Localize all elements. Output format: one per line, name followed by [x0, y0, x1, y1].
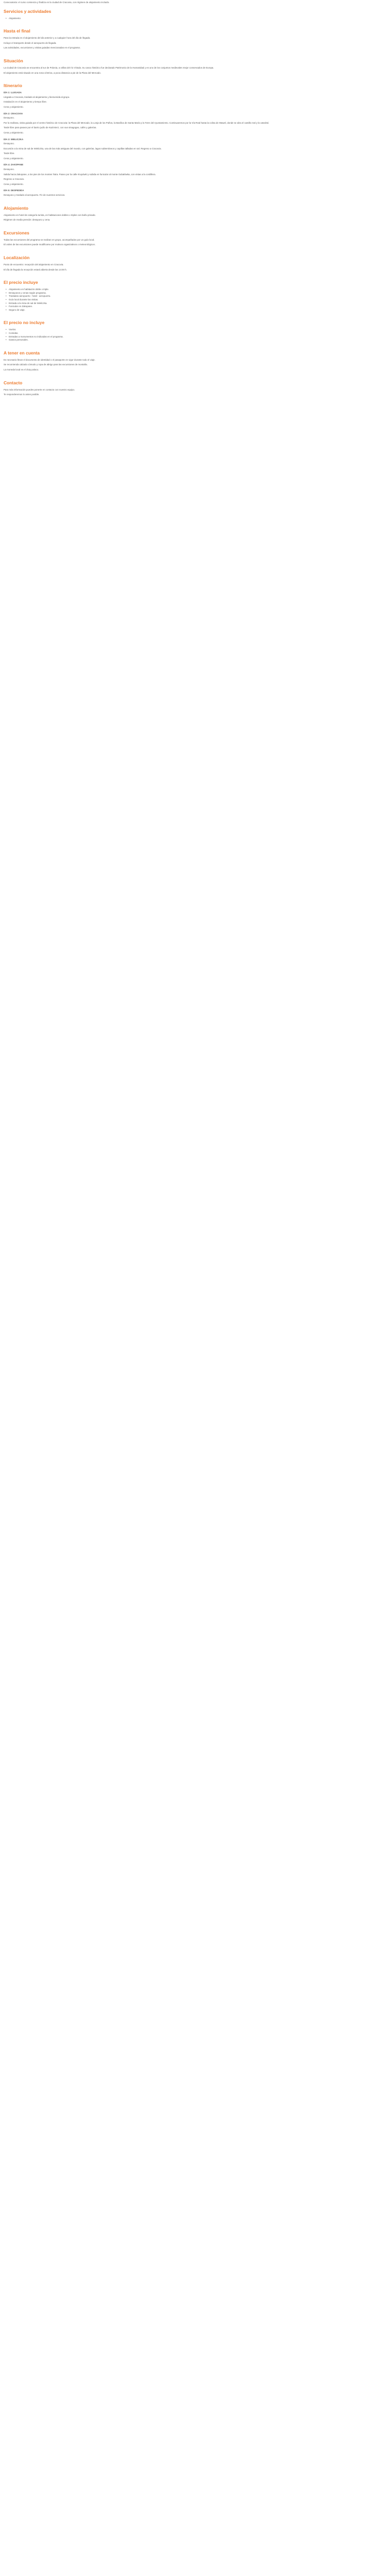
- paragraph: Punto de encuentro: recepción del alojamiento en Cracovia.: [4, 263, 64, 266]
- section: [4, 28, 387, 50]
- section: [4, 350, 387, 372]
- paragraph: Cena y alojamiento.: [4, 131, 24, 134]
- paragraph: Las actividades, excursiones y visitas guiadas mencionadas en el programa.: [4, 46, 80, 49]
- section: [4, 206, 387, 222]
- paragraph: El orden de las excursiones puede modificarse por motivos organizativos o meteorológicos.: [4, 243, 95, 246]
- list-item: • Vuelos.: [9, 328, 387, 332]
- section-heading: Localización: [4, 255, 30, 260]
- paragraph: Alojamiento en hotel de categoría turista, en habitaciones dobles o triples con baño privado.: [4, 213, 96, 216]
- section-heading: El precio no incluye: [4, 320, 45, 326]
- list-item: • Desayunos y cenas según programa.: [9, 292, 387, 295]
- paragraph: Para la entrada en el alojamiento del día anterior y a cualquier hora del día de llegada.: [4, 37, 91, 40]
- paragraph: Salida hacia Zakopane, a los pies de los montes Tatra. Paseo por la calle Krupówki y subida en funicular al monte Gubałówka, con vistas a la cordillera.: [4, 173, 156, 176]
- subheading: DÍA 3: WIELICZKA: [4, 138, 24, 141]
- section: [4, 83, 387, 197]
- paragraph: Tarde libre.: [4, 152, 15, 155]
- paragraph: Cena y alojamiento.: [4, 182, 24, 185]
- section-heading: Situación: [4, 58, 23, 63]
- paragraph: Es necesario llevar el documento de identidad o el pasaporte en vigor durante todo el viaje.: [4, 358, 95, 361]
- list-item: • Guía local durante las visitas.: [9, 298, 387, 302]
- bullet-list: [4, 17, 387, 21]
- paragraph: Regreso a Cracovia.: [4, 178, 25, 181]
- paragraph: Llegada a Cracovia, traslado al alojamiento y bienvenida al grupo.: [4, 95, 70, 98]
- bullet-list: [4, 288, 387, 312]
- paragraph: Se recomienda calzado cómodo y ropa de abrigo para las excursiones de montaña.: [4, 363, 88, 366]
- subheading: DÍA 4: ZAKOPANE: [4, 163, 24, 166]
- bullet-list: [4, 328, 387, 342]
- list-item: • Funicular en Zakopane.: [9, 305, 387, 309]
- list-item: • Entradas a monumentos no indicadas en el programa.: [9, 335, 387, 339]
- list-item: • Entrada a la mina de sal de Wieliczka.: [9, 302, 387, 306]
- sections: [4, 9, 387, 397]
- list-item: • Gastos personales.: [9, 338, 387, 342]
- section: [4, 280, 387, 312]
- section: [4, 380, 387, 397]
- paragraph: La ciudad de Cracovia se encuentra al sur de Polonia, a orillas del río Vístula. Su casco histórico fue declarado Patrimonio de la Humanidad y es uno de los conjuntos medievales mejor conservados de Europa.: [4, 66, 214, 69]
- list-item: • Alojamiento en habitación doble o triple.: [9, 288, 387, 292]
- paragraph: Cena y alojamiento.: [4, 105, 24, 108]
- section: [4, 58, 387, 75]
- paragraph: Desayuno.: [4, 168, 14, 171]
- paragraph: Todas las excursiones del programa se realizan en grupo, acompañados por un guía local.: [4, 238, 95, 241]
- paragraph: Régimen de media pensión: desayuno y cena.: [4, 218, 51, 222]
- paragraph: Instalación en el alojamiento y tiempo libre.: [4, 100, 47, 104]
- paragraph: Excursión a la mina de sal de Wieliczka, una de las más antiguas del mundo, con galerías, lagos subterráneos y capillas talladas en sal. Regreso a Cracovia.: [4, 147, 162, 150]
- paragraph: Desayuno.: [4, 142, 14, 145]
- list-item: • Traslados aeropuerto - hotel - aeropuerto.: [9, 295, 387, 298]
- paragraph: Incluye el transporte desde el aeropuerto de llegada.: [4, 41, 57, 44]
- section: [4, 320, 387, 342]
- section-heading: Alojamiento: [4, 205, 28, 211]
- subheading: DÍA 1: LLEGADA: [4, 91, 22, 94]
- list-item: • Seguro de viaje.: [9, 309, 387, 312]
- section-heading: Itinerario: [4, 83, 22, 89]
- paragraph: Para más información puedes ponerte en contacto con nuestro equipo.: [4, 388, 75, 391]
- document: [0, 0, 391, 397]
- section-heading: Servicios y actividades: [4, 8, 52, 14]
- section-heading: Hasta el final: [4, 28, 30, 34]
- paragraph: El alojamiento está situado en una zona céntrica, a poca distancia a pie de la Plaza del Mercado.: [4, 71, 101, 74]
- intro-text: Convocatoria: el curso comienza y finaliza en la ciudad de Cracovia, con régimen de alojamiento incluido.: [4, 1, 110, 4]
- section-heading: El precio incluye: [4, 280, 38, 285]
- paragraph: Desayuno.: [4, 116, 14, 120]
- section: [4, 230, 387, 247]
- paragraph: La moneda local es el zloty polaco.: [4, 368, 39, 371]
- subheading: DÍA 2: CRACOVIA: [4, 112, 23, 115]
- list-item: • Comidas.: [9, 332, 387, 335]
- list-item: • Alojamiento: [9, 17, 387, 21]
- section: [4, 255, 387, 272]
- section-heading: Excursiones: [4, 230, 29, 235]
- section-heading: Contacto: [4, 380, 23, 385]
- section: [4, 9, 387, 21]
- section-heading: A tener en cuenta: [4, 350, 40, 355]
- paragraph: Te responderemos lo antes posible.: [4, 393, 40, 396]
- paragraph: Desayuno y traslado al aeropuerto. Fin de nuestros servicios.: [4, 194, 66, 197]
- paragraph: El día de llegada la recepción estará abierta desde las 14:00 h.: [4, 268, 67, 271]
- paragraph: Cena y alojamiento.: [4, 157, 24, 160]
- paragraph: Tarde libre para pasear por el barrio judío de Kazimierz, con sus sinagogas, cafés y galerías.: [4, 126, 97, 129]
- subheading: DÍA 5: DESPEDIDA: [4, 189, 24, 192]
- paragraph: Por la mañana, visita guiada por el centro histórico de Cracovia: la Plaza del Mercado, la Lonja de los Paños, la Basílica de Santa María y la Torre del Ayuntamiento. Continuaremos por la Vía Real hasta la colina de Wawel, donde se alza el castillo real y la catedral.: [4, 121, 269, 124]
